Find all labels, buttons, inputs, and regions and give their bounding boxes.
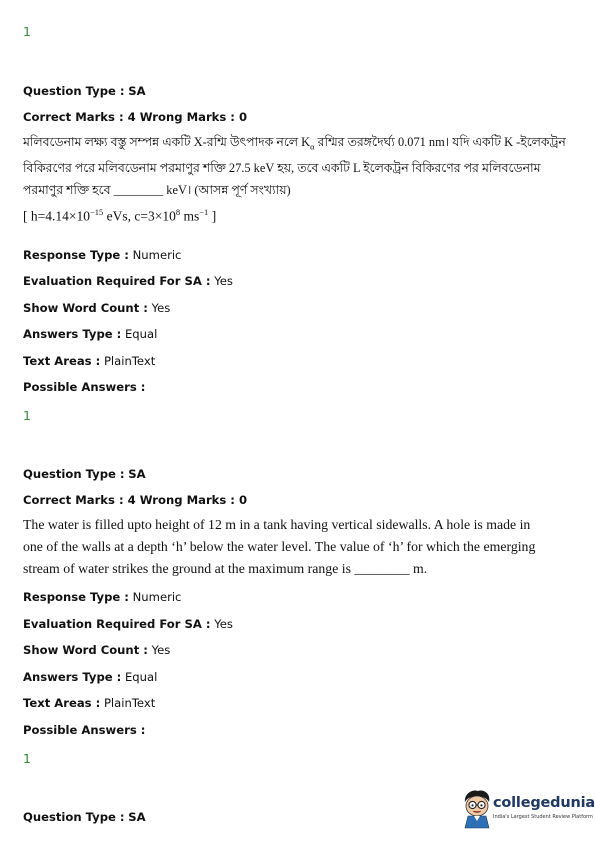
possible-answers-label: Possible Answers :: [23, 723, 146, 737]
question-formula: [ $h=4.14\times 10^{-15}$ eVs, $c=3\times 10^8$ $ms^{-1}$ ]: [23, 207, 217, 224]
evaluation-value: Yes: [214, 617, 233, 631]
question-text-line: one of the walls at a depth ‘h’ below the water level. The value of ‘h’ for which the emerging: [23, 539, 536, 554]
word-count-label: Show Word Count :: [23, 643, 148, 657]
possible-answer-value: 1: [23, 408, 31, 423]
question-type-label: Question Type :: [23, 84, 125, 98]
text-areas-label: Text Areas :: [23, 696, 101, 710]
response-type-value: Numeric: [132, 248, 182, 262]
answers-type-value: Equal: [124, 327, 158, 341]
word-count-row: [23, 301, 170, 315]
response-type-row: [23, 248, 181, 262]
evaluation-row: [23, 617, 233, 631]
answers-type-value: Equal: [124, 670, 158, 684]
word-count-label: Show Word Count :: [23, 301, 148, 315]
response-type-row: [23, 590, 181, 604]
question-text-line: stream of water strikes the ground at the maximum range is ________ m.: [23, 561, 428, 576]
response-type-label: Response Type :: [23, 590, 129, 604]
response-type-label: Response Type :: [23, 248, 129, 262]
answers-type-label: Answers Type :: [23, 670, 122, 684]
question-type-value: SA: [128, 467, 146, 481]
text-areas-value: PlainText: [103, 696, 156, 710]
question-type-label: Question Type :: [23, 467, 125, 481]
response-type-value: Numeric: [132, 590, 182, 604]
question-text-line: পরমাণুর শক্তি হবে ________ keV। (আসন্ন পূর্ণ সংখ্যায়): [23, 183, 291, 198]
answers-type-row: [23, 670, 157, 684]
question-text: [23, 514, 558, 580]
evaluation-label: Evaluation Required For SA :: [23, 617, 211, 631]
marks-row: [23, 493, 247, 507]
question-text: [23, 131, 566, 228]
evaluation-label: Evaluation Required For SA :: [23, 274, 211, 288]
marks-text: Correct Marks : 4 Wrong Marks : 0: [23, 110, 248, 124]
question-type-value: SA: [128, 810, 146, 824]
evaluation-value: Yes: [214, 274, 233, 288]
marks-row: [23, 110, 247, 124]
question-type-row: [23, 810, 146, 824]
question-type-label: Question Type :: [23, 810, 125, 824]
answers-type-row: [23, 327, 157, 341]
collegedunia-logo: [460, 786, 595, 832]
text-areas-value: PlainText: [103, 354, 156, 368]
possible-answers-row: [23, 723, 145, 737]
answers-type-label: Answers Type :: [23, 327, 122, 341]
possible-answer-value: 1: [23, 751, 31, 766]
mascot-icon: [460, 788, 494, 830]
marks-text: Correct Marks : 4 Wrong Marks : 0: [23, 493, 248, 507]
word-count-value: Yes: [151, 643, 171, 657]
logo-tagline: India's Largest Student Review Platform: [493, 814, 593, 820]
question-text-line: মলিবডেনাম লক্ষ্য বস্তু সম্পন্ন একটি X-রশ্মি উৎপাদক নলে $K_\alpha$ রশ্মির তরঙ্গদৈর্ঘ্য 0.071 nm। যদি একটি K -ইলেকট্রন: [23, 135, 566, 152]
word-count-row: [23, 643, 170, 657]
question-type-value: SA: [128, 84, 146, 98]
question-type-row: [23, 84, 146, 98]
logo-name: collegedunia: [493, 795, 595, 811]
question-text-line: The water is filled upto height of 12 m in a tank having vertical sidewalls. A hole is made in: [23, 517, 531, 532]
evaluation-row: [23, 274, 233, 288]
text-areas-label: Text Areas :: [23, 354, 101, 368]
previous-answer-value: 1: [23, 24, 31, 39]
possible-answers-label: Possible Answers :: [23, 380, 146, 394]
question-type-row: [23, 467, 146, 481]
word-count-value: Yes: [151, 301, 171, 315]
text-areas-row: [23, 696, 155, 710]
text-areas-row: [23, 354, 155, 368]
question-text-line: বিকিরণের পরে মলিবডেনাম পরমাণুর শক্তি 27.5 keV হয়, তবে একটি L ইলেকট্রন বিকিরণের পর মলিবডেনাম: [23, 161, 541, 176]
possible-answers-row: [23, 380, 145, 394]
